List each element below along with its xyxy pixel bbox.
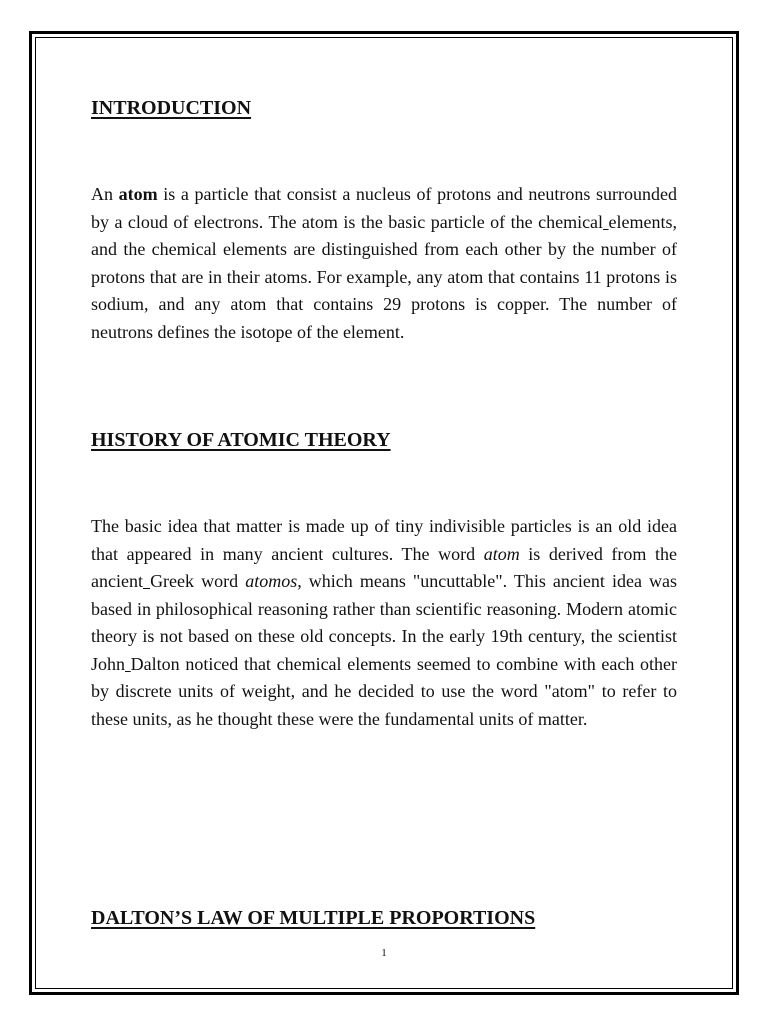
introduction-heading: INTRODUCTION	[91, 97, 252, 119]
greek-link[interactable]	[143, 571, 150, 591]
history-text-5: Dalton noticed that chemical elements seemed to combine with each other by discrete units of weight, and he decided to use the word "atom" to refer to these units, as he thought these were the fundamental units of matter.	[91, 653, 677, 729]
intro-text-3: elements, and the chemical elements are distinguished from each other by the number of protons that are in their atoms. For example, any atom that contains 11 protons is sodium, and any atom that contains 29 protons is copper. The number of neutrons defines the isotope of the element.	[91, 211, 678, 342]
history-text-1: The basic idea that matter is made up of tiny indivisible particles is an old idea that appeared in many ancient cultures. The word	[91, 516, 677, 564]
history-paragraph	[91, 513, 677, 733]
atom-italic-term: atom	[483, 543, 520, 564]
history-heading: HISTORY OF ATOMIC THEORY	[91, 429, 391, 451]
intro-text-1: An	[91, 184, 119, 204]
page-number: 1	[381, 947, 387, 959]
dalton-heading: DALTON’S LAW OF MULTIPLE PROPORTIONS	[91, 907, 536, 929]
intro-text-2: is a particle that consist a nucleus of protons and neutrons surrounded by a cloud of electrons. The atom is the basic particle of the chemical	[91, 184, 677, 232]
history-text-3: Greek word	[150, 571, 246, 591]
introduction-paragraph	[91, 181, 677, 346]
atomos-italic-term: atomos	[245, 571, 298, 591]
history-text-4: , which means "uncuttable". This ancient idea was based in philosophical reasoning rather than scientific reasoning. Modern atomic theory is not based on these old concepts. In the early 19th century, the scientist John	[91, 571, 677, 674]
atom-bold-term: atom	[118, 184, 158, 204]
history-text-2: is derived from the ancient	[91, 543, 677, 591]
